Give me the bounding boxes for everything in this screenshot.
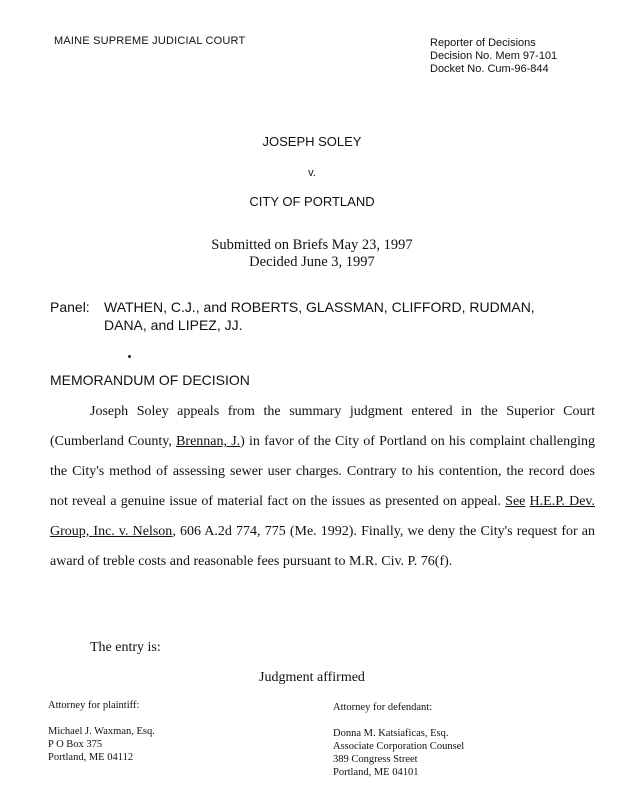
defendant-attorney-address-2: Portland, ME 04101 <box>333 767 419 778</box>
versus: v. <box>308 167 316 179</box>
panel-line-2: DANA, and LIPEZ, JJ. <box>104 317 243 333</box>
plaintiff-attorney-block <box>48 725 155 764</box>
decided-date: Decided June 3, 1997 <box>249 254 375 270</box>
judgment: Judgment affirmed <box>259 670 365 685</box>
defendant-attorney-label: Attorney for defendant: <box>333 702 433 713</box>
decision-body <box>50 397 595 577</box>
submitted-date: Submitted on Briefs May 23, 1997 <box>211 237 413 253</box>
body-text-2: ) in favor of the City of Portland on his complaint challenging the City's method of assessing sewer user charges. Contrary to his contention, the record does not reveal a genuine issue of material fact on the issues as presented on appeal. <box>50 434 595 509</box>
body-text-3: , 606 A.2d 774, 775 (Me. 1992). Finally, we deny the City's request for an award of treble costs and reasonable fees pursuant to M.R. Civ. P. 76(f). <box>50 524 595 569</box>
decision-number: Decision No. Mem 97-101 <box>430 50 558 62</box>
court-name: MAINE SUPREME JUDICIAL COURT <box>54 35 246 47</box>
reporter-block <box>430 37 557 76</box>
see-signal: See <box>505 494 526 509</box>
panel-line-1: WATHEN, C.J., and ROBERTS, GLASSMAN, CLIFFORD, RUDMAN, <box>104 299 535 315</box>
body-paragraph <box>50 397 595 577</box>
memorandum-title: MEMORANDUM OF DECISION <box>50 372 250 388</box>
entry-label: The entry is: <box>90 640 161 655</box>
body-text-1: Joseph Soley appeals from the summary judgment entered in the Superior Court (Cumberland County, <box>50 404 595 449</box>
reporter-title: Reporter of Decisions <box>430 37 536 49</box>
defendant-attorney-block <box>333 727 464 779</box>
plaintiff-name: JOSEPH SOLEY <box>262 134 362 149</box>
stray-mark <box>128 355 131 358</box>
panel-label: Panel: <box>50 299 90 315</box>
plaintiff-attorney-address-1: P O Box 375 <box>48 739 103 750</box>
defendant-attorney-address-1: 389 Congress Street <box>333 754 418 765</box>
defendant-attorney-name: Donna M. Katsiaficas, Esq. <box>333 728 449 739</box>
defendant-attorney-title: Associate Corporation Counsel <box>333 741 465 752</box>
defendant-name: CITY OF PORTLAND <box>249 194 375 209</box>
plaintiff-attorney-name: Michael J. Waxman, Esq. <box>48 726 155 737</box>
case-citation: H.E.P. Dev. Group, Inc. v. Nelson <box>50 494 596 539</box>
panel <box>50 298 535 334</box>
judge-name: Brennan, J. <box>176 434 241 449</box>
plaintiff-attorney-address-2: Portland, ME 04112 <box>48 752 134 763</box>
docket-number: Docket No. Cum-96-844 <box>430 63 549 75</box>
plaintiff-attorney-label: Attorney for plaintiff: <box>48 700 140 711</box>
